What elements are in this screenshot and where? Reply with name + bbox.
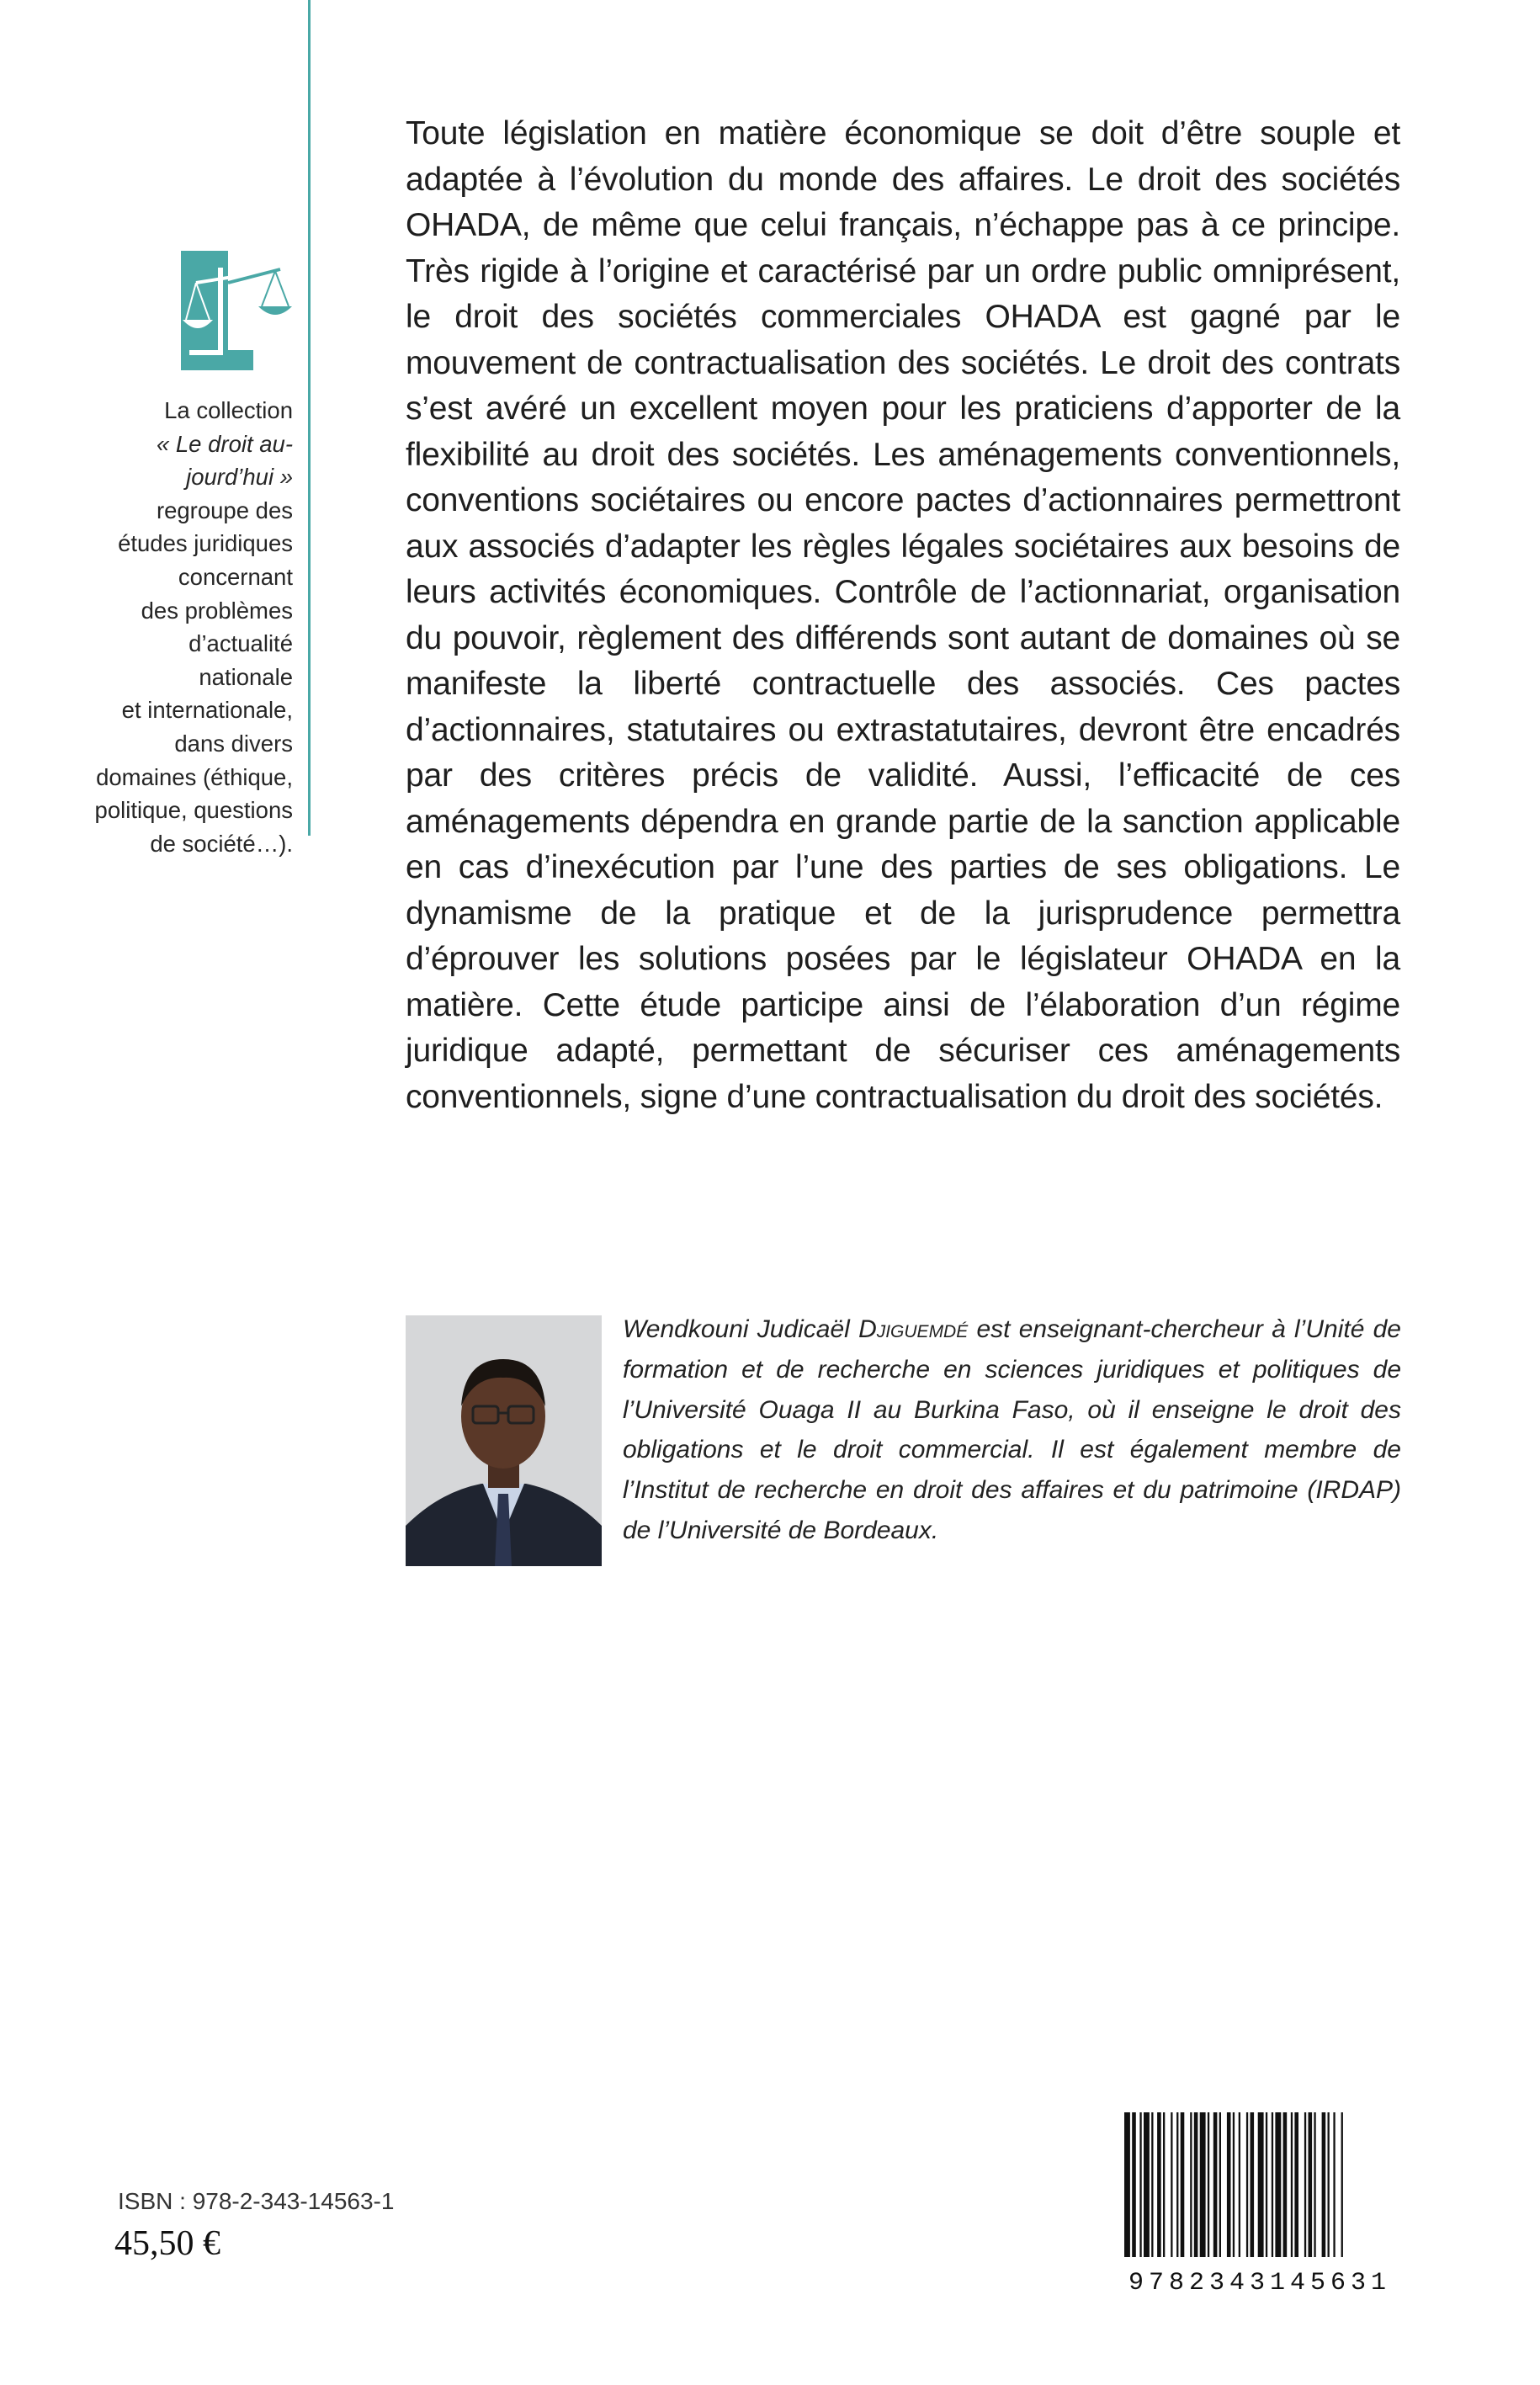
barcode-bar [1124,2112,1130,2257]
barcode-bar [1176,2112,1178,2257]
book-summary [406,111,1400,1120]
author-bio-text: est enseignant-chercheur à l’Unité de formation et de recherche en sciences juridiques et politiques de l’Université Ouaga II au Burkina Faso, où il enseigne le droit des obligations et le droit commercial. Il est également membre de l’Institut de recherche en droit des affaires et du patrimoine (IRDAP) de l’Université de Bordeaux. [623,1315,1401,1544]
barcode-bar [1291,2112,1293,2257]
barcode-bar [1258,2112,1264,2257]
collection-line: domaines (éthique, [96,763,293,790]
collection-line: politique, questions [94,797,293,824]
barcode-bar [1266,2112,1267,2257]
barcode-bar [1171,2112,1172,2257]
barcode-bar [1139,2112,1141,2257]
collection-line: de société…). [150,830,293,857]
collection-line: nationale [199,663,293,690]
collection-line: et internationale, [121,697,293,724]
barcode [1113,2111,1407,2297]
collection-line: d’actualité [189,630,293,657]
barcode-bar [1294,2112,1298,2257]
barcode-bar [1200,2112,1206,2257]
sidebar-divider [308,0,311,836]
barcode-bar [1213,2112,1218,2257]
barcode-bar [1208,2112,1209,2257]
author-bio [623,1309,1401,1551]
barcode-bar [1251,2112,1255,2257]
barcode-bar [1246,2112,1248,2257]
author-photo [406,1315,602,1566]
barcode-bar [1190,2112,1192,2257]
barcode-bar [1194,2112,1198,2257]
barcode-bar [1227,2112,1231,2257]
barcode-bar [1272,2112,1273,2257]
barcode-bar [1309,2112,1313,2257]
barcode-bar [1219,2112,1221,2257]
barcode-bar [1304,2112,1306,2257]
scales-of-justice-icon [181,251,295,370]
collection-line: « Le droit au- [156,430,293,457]
collection-line: regroupe des [156,497,293,523]
collection-description [59,394,293,860]
collection-line: La collection [164,397,293,423]
barcode-bar [1233,2112,1235,2257]
barcode-bar [1314,2112,1315,2257]
author-surname: Djiguemdé [858,1315,969,1343]
price: 45,50 € [114,2224,220,2263]
isbn: ISBN : 978-2-343-14563-1 [118,2188,395,2214]
barcode-bar [1157,2112,1161,2257]
barcode-bar [1239,2112,1240,2257]
barcode-bar [1333,2112,1335,2257]
barcode-bar [1144,2112,1150,2257]
barcode-number: 9782343145631 [1128,2269,1392,2297]
barcode-bar [1322,2112,1326,2257]
barcode-bar [1275,2112,1281,2257]
collection-line: des problèmes [141,597,293,624]
barcode-bar [1328,2112,1330,2257]
author-bio-paragraph [623,1309,1401,1551]
barcode-bar [1163,2112,1165,2257]
author-first-names: Wendkouni Judicaël [623,1315,859,1343]
barcode-bar [1283,2112,1288,2257]
collection-line: jourd’hui » [186,464,293,491]
barcode-bar [1341,2112,1343,2257]
summary-paragraph: Toute législation en matière économique se doit d’être souple et adaptée à l’évolution du monde des affaires. Le droit des sociétés OHADA, de même que celui français, n’échappe pas à ce principe. Très rigide à l’origine et caractérisé par un ordre public omniprésent, le droit des sociétés commerciales OHADA est gagné par le mouvement de contractualisation des sociétés. Le droit des contrats s’est avéré un excellent moyen pour les praticiens d’apporter de la flexibilité au droit des sociétés. Les aménagements conventionnels, conventions sociétaires ou encore pactes d’actionnaires permettront aux associés d’adapter les règles légales sociétaires aux besoins de leurs activités économiques. Contrôle de l’actionnariat, organisation du pouvoir, règlement des différends sont autant de domaines où se manifeste la liberté contractuelle des associés. Ces pactes d’actionnaires, statutaires ou extrastatutaires, devront être encadrés par des critères précis de validité. Aussi, l’efficacité de ces aménagements dépendra en grande partie de la sanction applicable en cas d’inexécution par l’une des parties de ses obligations. Le dynamisme de la pratique et de la jurisprudence permettra d’éprouver les solutions posées par le législateur OHADA en la matière. Cette étude participe ainsi de l’élaboration d’un régime juridique adapté, permettant de sécuriser ces aménagements conventionnels, signe d’une contractualisation du droit des sociétés. [406,115,1400,1115]
barcode-bar [1132,2112,1136,2257]
barcode-bars [1124,2112,1343,2257]
collection-line: dans divers [174,730,293,757]
collection-line: études juridiques [118,530,293,557]
collection-line: concernant [178,563,293,590]
barcode-bar [1151,2112,1153,2257]
barcode-bar [1181,2112,1185,2257]
